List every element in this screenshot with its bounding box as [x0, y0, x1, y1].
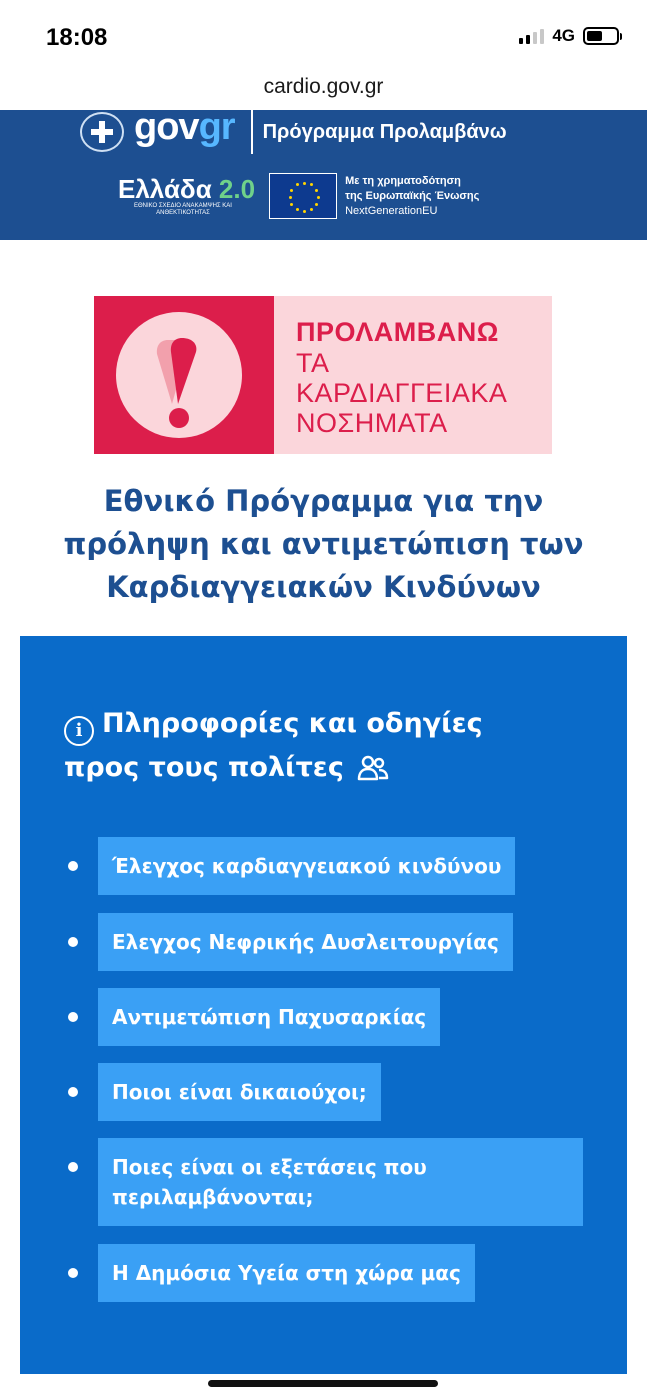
eu-star: [296, 183, 299, 186]
link-beneficiaries[interactable]: Ποιοι είναι δικαιούχοι;: [98, 1063, 381, 1121]
link-cardio-risk-check[interactable]: Έλεγχος καρδιαγγειακού κινδύνου: [98, 837, 515, 895]
url-text[interactable]: cardio.gov.gr: [263, 75, 384, 98]
status-bar: [0, 0, 647, 70]
signal-icon: [519, 28, 544, 44]
bullet: [68, 1012, 78, 1022]
eu-funding-text: Με τη χρηματοδότηση της Ευρωπαϊκής Ένωσης NextGenerationEU: [345, 174, 480, 217]
eu-star: [317, 196, 320, 199]
info-links-list: [20, 636, 627, 1374]
eu-star: [296, 208, 299, 211]
bullet: [68, 937, 78, 947]
eu-flag-icon: [269, 173, 337, 219]
eu-star: [315, 203, 318, 206]
link-included-tests[interactable]: Ποιες είναι οι εξετάσεις που περιλαμβάνονται;: [98, 1138, 583, 1226]
govgr-logo[interactable]: govgr: [134, 106, 235, 148]
address-bar[interactable]: [0, 70, 647, 110]
program-name: Πρόγραμμα Προλαμβάνω: [262, 120, 507, 143]
battery-icon: [583, 27, 619, 45]
status-indicators: [519, 26, 619, 46]
eu-star: [290, 203, 293, 206]
funding-logos: [118, 168, 479, 224]
eu-star: [290, 189, 293, 192]
link-obesity-treatment[interactable]: Αντιμετώπιση Παχυσαρκίας: [98, 988, 440, 1046]
link-public-health[interactable]: Η Δημόσια Υγεία στη χώρα μας: [98, 1244, 475, 1302]
bullet: [68, 1162, 78, 1172]
prolamvano-logo: [94, 296, 552, 454]
eu-star: [315, 189, 318, 192]
network-type: 4G: [552, 26, 575, 45]
ellada-subtitle: ΕΘΝΙΚΟ ΣΧΕΔΙΟ ΑΝΑΚΑΜΨΗΣ ΚΑΙ ΑΝΘΕΚΤΙΚΟΤΗΤΑΣ: [134, 203, 232, 216]
logo-text: ΠΡΟΛΑΜΒΑΝΩ ΤΑ ΚΑΡΔΙΑΓΓΕΙΑΚΑ ΝΟΣΗΜΑΤΑ: [296, 317, 508, 438]
info-icon: i: [64, 716, 94, 746]
bullet: [68, 1268, 78, 1278]
eu-star: [303, 210, 306, 213]
exclamation-heart-icon: [116, 312, 242, 438]
home-indicator[interactable]: [208, 1380, 438, 1387]
header-divider: [251, 110, 253, 154]
bullet: [68, 861, 78, 871]
page-title: Εθνικό Πρόγραμμα για την πρόληψη και αντιμετώπιση των Καρδιαγγειακών Κινδύνων: [63, 484, 584, 604]
logo-red-panel: [94, 296, 274, 454]
ellada-2-logo: Ελλάδα 2.0 ΕΘΝΙΚΟ ΣΧΕΔΙΟ ΑΝΑΚΑΜΨΗΣ ΚΑΙ ΑΝΘΕΚΤΙΚΟΤΗΤΑΣ: [118, 174, 256, 216]
info-card: [20, 636, 627, 1374]
info-card-title: i Πληροφορίες και οδηγίες προς τους πολίτες: [64, 708, 483, 783]
bullet: [68, 1087, 78, 1097]
gov-branding[interactable]: [80, 106, 507, 154]
status-time: 18:08: [46, 24, 108, 51]
site-header: [0, 106, 647, 240]
link-renal-dysfunction-check[interactable]: Ελεγχος Νεφρικής Δυσλειτουργίας: [98, 913, 513, 971]
greek-crest-icon: [80, 112, 124, 152]
eu-star: [289, 196, 292, 199]
eu-star: [310, 183, 313, 186]
logo-circle: [116, 312, 242, 438]
eu-star: [303, 182, 306, 185]
eu-star: [310, 208, 313, 211]
